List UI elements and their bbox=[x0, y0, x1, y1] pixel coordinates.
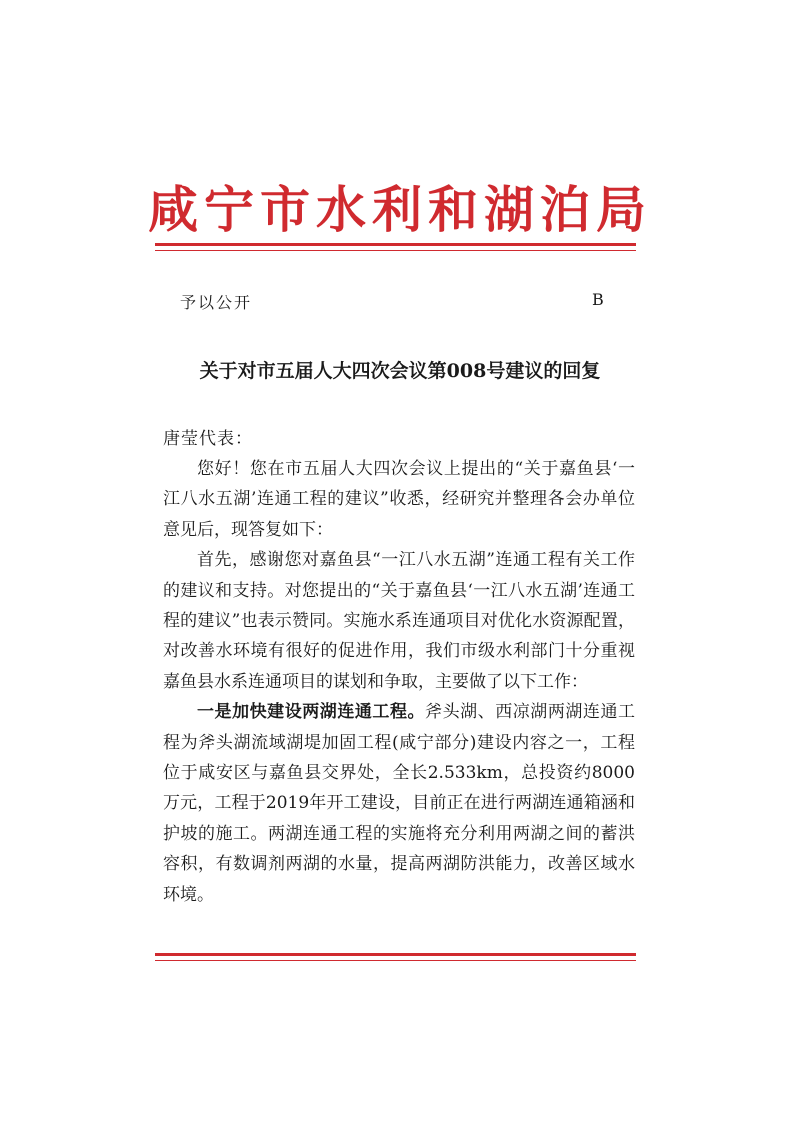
document-title: 关于对市五届人大四次会议第008号建议的回复 bbox=[199, 360, 601, 382]
header-red-rule-thin bbox=[155, 250, 636, 251]
body-paragraph-point-1 bbox=[163, 697, 635, 910]
body-paragraph: 您好！您在市五届人大四次会议上提出的“关于嘉鱼县‘一江八水五湖’连通工程的建议”收悉，经研究并整理各会办单位意见后，现答复如下： bbox=[163, 459, 635, 540]
footer-red-rule-thick bbox=[155, 953, 636, 956]
body-paragraph: 首先，感谢您对嘉鱼县“一江八水五湖”连通工程有关工作的建议和支持。对您提出的“关于嘉鱼县‘一江八水五湖’连通工程的建议”也表示赞同。实施水系连通项目对优化水资源配置，对改善水环境有很好的促进作用，我们市级水利部门十分重视嘉鱼县水系连通项目的谋划和争取，主要做了以下工作： bbox=[163, 550, 635, 692]
footer-red-rule-thin bbox=[155, 960, 636, 961]
classification-level: B bbox=[592, 290, 604, 309]
salutation: 唐莹代表： bbox=[163, 429, 253, 449]
letterhead-title: 咸宁市水利和湖泊局 bbox=[148, 180, 652, 239]
point-1-text: 斧头湖、西凉湖两湖连通工程为斧头湖流域湖堤加固工程(咸宁部分)建设内容之一，工程位于咸安区与嘉鱼县交界处，全长2.533km，总投资约8000万元，工程于2019年开工建设，目前正在进行两湖连通箱涵和护坡的施工。两湖连通工程的实施将充分利用两湖之间的蓄洪容积，有数调剂两湖的水量，提高两湖防洪能力，改善区域水环境。 bbox=[163, 702, 636, 905]
point-1-lead: 一是加快建设两湖连通工程。 bbox=[197, 702, 426, 723]
letter-body bbox=[163, 454, 635, 910]
disclosure-label: 予以公开 bbox=[180, 293, 253, 312]
header-red-rule-thick bbox=[155, 243, 636, 246]
